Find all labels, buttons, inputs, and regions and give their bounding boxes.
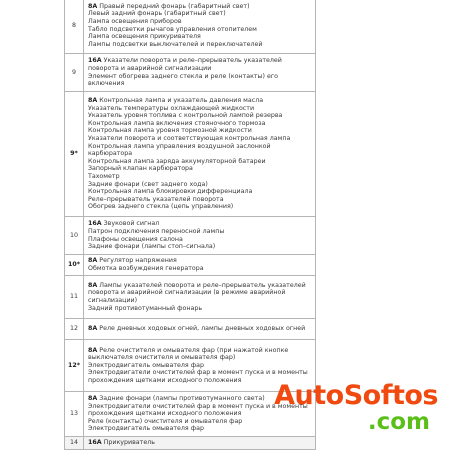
fuse-description <box>84 276 316 319</box>
site-watermark-logo <box>274 382 438 434</box>
description-line: Левый задний фонарь (габаритный свет) <box>88 10 226 18</box>
fuse-number: 12* <box>65 340 84 392</box>
fuse-description <box>84 54 316 92</box>
table-row <box>65 92 316 217</box>
fuse-number: 14 <box>65 437 84 450</box>
description-line: Задний противотуманный фонарь <box>88 304 203 312</box>
table-row <box>65 319 316 340</box>
description-line: Контрольная лампа блокировки дифференциала <box>88 188 253 196</box>
fuse-number: 8 <box>65 0 84 54</box>
fuse-description <box>84 319 316 340</box>
description-line: 8A Лампы указателей поворота и реле–прерыватель указателей поворота и аварийной сигнализации (в режиме аварийной сигнализации) <box>88 281 306 304</box>
description-line: 16A Звуковой сигнал <box>88 220 160 228</box>
description-line: Обогрев заднего стекла (цепь управления) <box>88 203 234 211</box>
amperage-label: 16A <box>88 439 102 447</box>
table-row <box>65 217 316 255</box>
fuse-description <box>84 92 316 217</box>
amperage-label: 8A <box>88 325 98 333</box>
description-line: Указатель температуры охлаждающей жидкости <box>88 104 255 112</box>
amperage-label: 8A <box>88 2 98 10</box>
fuse-description <box>84 0 316 54</box>
amperage-label: 8A <box>88 97 98 105</box>
amperage-label: 8A <box>88 346 98 354</box>
description-line: Реле (контакты) очистителя и омывателя фар <box>88 417 243 425</box>
description-line: Электродвигатель омывателя фар <box>88 361 204 369</box>
table-row <box>65 54 316 92</box>
table-row <box>65 255 316 276</box>
description-line: Задние фонари (лампы стоп–сигнала) <box>88 243 216 251</box>
description-line: 16A Указатели поворота и реле–прерыватель указателей поворота и аварийной сигнализации <box>88 57 282 72</box>
description-line: 8A Реле дневных ходовых огней, лампы дневных ходовых огней <box>88 325 306 333</box>
table-row <box>65 276 316 319</box>
description-line: Электродвигатели очистителей фар в момент пуска и в моменты прохождения щетками исходного положения <box>88 369 308 384</box>
description-line: 8A Правый передний фонарь (габаритный свет) <box>88 2 250 10</box>
table-row <box>65 0 316 54</box>
description-line: Элемент обогрева заднего стекла и реле (контакты) его включения <box>88 72 279 88</box>
amperage-label: 8A <box>88 395 98 403</box>
fuse-number: 9 <box>65 54 84 92</box>
description-line: 8A Реле очистителя и омывателя фар (при нажатой кнопке выключателя очистителя и омывателя фар) <box>88 346 289 362</box>
description-line: Реле–прерыватель указателей поворота <box>88 195 224 203</box>
fuse-description <box>84 217 316 255</box>
fuse-number: 10 <box>65 217 84 255</box>
description-line: Указатель уровня топлива с контрольной лампой резерва <box>88 112 283 120</box>
watermark-text-top: AutoSoftos <box>274 380 438 411</box>
fuse-number: 9* <box>65 92 84 217</box>
description-line: Лампа освещения приборов <box>88 17 182 25</box>
description-line: 8A Регулятор напряжения <box>88 257 177 265</box>
watermark-text-bottom: .com <box>367 409 430 435</box>
description-line: Контрольная лампа заряда аккумуляторной батареи <box>88 157 266 165</box>
fuse-number: 13 <box>65 392 84 437</box>
description-line: Электродвигатели очистителей фар в момент пуска и в моменты прохождения щетками исходного положения <box>88 402 308 418</box>
description-line: 8A Задние фонари (лампы противотуманного света) <box>88 395 265 403</box>
description-line: Контрольная лампа уровня тормозной жидкости <box>88 127 252 135</box>
description-line: Контрольная лампа управления воздушной заслонкой карбюратора <box>88 142 271 158</box>
amperage-label: 16A <box>88 57 102 65</box>
description-line: Лампа освещения прикуривателя <box>88 33 201 41</box>
description-line: Тахометр <box>88 172 120 180</box>
description-line: Указатели поворота и соответствующая контрольная лампа <box>88 135 291 143</box>
description-line: Контрольная лампа включения стояночного тормоза <box>88 119 266 127</box>
description-line: Задние фонари (свет заднего хода) <box>88 180 208 188</box>
amperage-label: 8A <box>88 257 98 265</box>
description-line: 16A Прикуриватель <box>88 439 155 447</box>
fuse-description <box>84 255 316 276</box>
description-line: Плафоны освещения салона <box>88 235 183 243</box>
amperage-label: 8A <box>88 281 98 289</box>
table-row <box>65 437 316 450</box>
description-line: Табло подсветки рычагов управления отопителем <box>88 25 257 33</box>
fuse-number: 11 <box>65 276 84 319</box>
fuse-number: 10* <box>65 255 84 276</box>
description-line: Запорный клапан карбюратора <box>88 165 193 173</box>
description-line: Электродвигатель омывателя фар <box>88 425 204 433</box>
description-line: Лампы подсветки выключателей и переключателей <box>88 40 263 48</box>
fuse-number: 12 <box>65 319 84 340</box>
description-line: Обмотка возбуждения генератора <box>88 265 204 272</box>
description-line: 8A Контрольная лампа и указатель давления масла <box>88 97 264 105</box>
description-line: Патрон подключения переносной лампы <box>88 227 225 235</box>
amperage-label: 16A <box>88 220 102 228</box>
fuse-description <box>84 437 316 450</box>
